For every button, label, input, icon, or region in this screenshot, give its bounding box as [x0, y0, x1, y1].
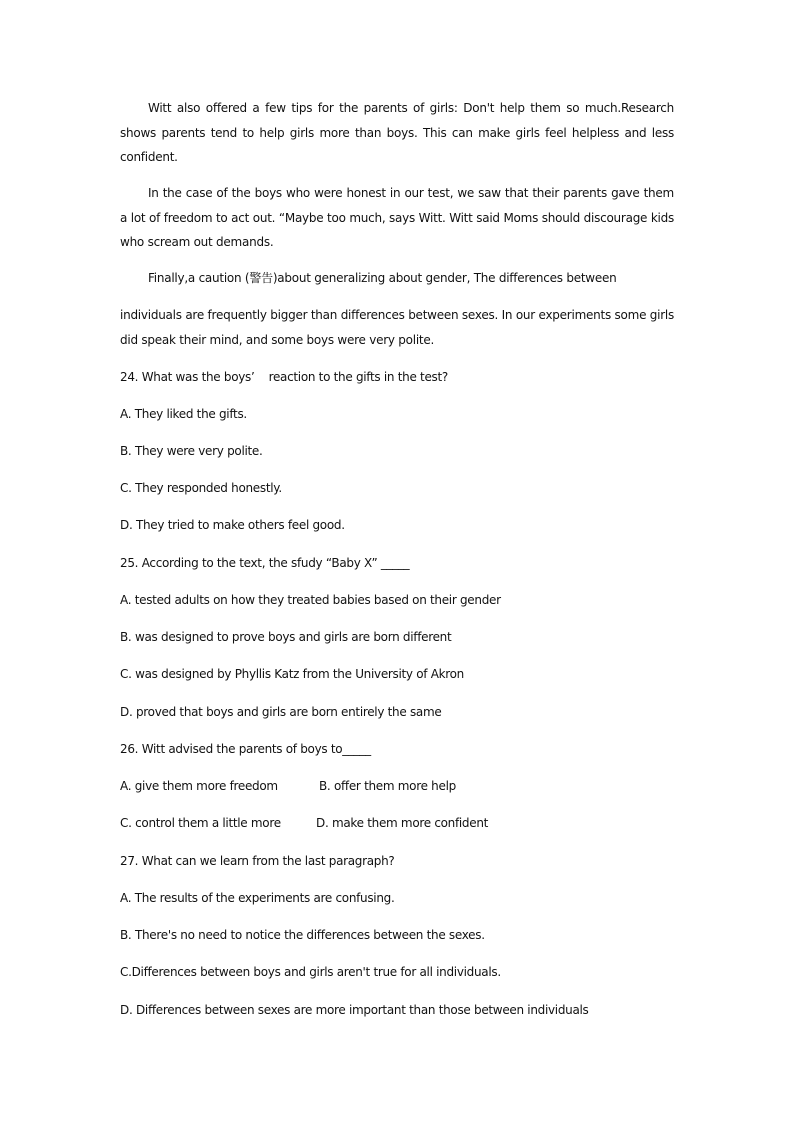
question-26-option-c: C. control them a little more	[120, 816, 281, 830]
question-25-option-a: A. tested adults on how they treated babies based on their gender	[120, 593, 501, 607]
question-24-option-b: B. They were very polite.	[120, 444, 263, 458]
paragraph-caution-continued: individuals are frequently bigger than differences between sexes. In our experiments some girls did speak their mind, and some boys were very polite.	[120, 308, 674, 347]
question-26-stem: 26. Witt advised the parents of boys to_____	[120, 742, 371, 756]
question-27-option-d: D. Differences between sexes are more important than those between individuals	[120, 1003, 589, 1017]
question-26-option-d: D. make them more confident	[316, 816, 489, 830]
question-24-option-d: D. They tried to make others feel good.	[120, 518, 345, 532]
question-27-option-b: B. There's no need to notice the differences between the sexes.	[120, 928, 485, 942]
question-25-option-c: C. was designed by Phyllis Katz from the University of Akron	[120, 667, 464, 681]
question-24-option-c: C. They responded honestly.	[120, 481, 282, 495]
question-26-option-b: B. offer them more help	[319, 779, 456, 793]
paragraph-caution-start: Finally,a caution (警告)about generalizing about gender, The differences between	[148, 271, 617, 285]
question-26-options-row-1	[120, 778, 680, 794]
paragraph-girls-tips: Witt also offered a few tips for the parents of girls: Don't help them so much.Research shows parents tend to help girls more than boys. This can make girls feel helpless and less confident.	[120, 101, 674, 164]
question-27-option-a: A. The results of the experiments are confusing.	[120, 891, 395, 905]
question-27-stem: 27. What can we learn from the last paragraph?	[120, 854, 395, 868]
question-24-option-a: A. They liked the gifts.	[120, 407, 247, 421]
question-25-option-d: D. proved that boys and girls are born entirely the same	[120, 705, 442, 719]
question-24-stem: 24. What was the boys’ reaction to the gifts in the test?	[120, 370, 448, 384]
paragraph-boys-freedom: In the case of the boys who were honest in our test, we saw that their parents gave them a lot of freedom to act out. “Maybe too much, says Witt. Witt said Moms should discourage kids who scream out demands.	[120, 186, 674, 249]
question-26-options-row-2	[120, 815, 680, 831]
question-26-option-a: A. give them more freedom	[120, 779, 278, 793]
question-25-stem: 25. According to the text, the sfudy “Baby X” _____	[120, 556, 410, 570]
question-25-option-b: B. was designed to prove boys and girls are born different	[120, 630, 452, 644]
question-27-option-c: C.Differences between boys and girls aren't true for all individuals.	[120, 965, 501, 979]
